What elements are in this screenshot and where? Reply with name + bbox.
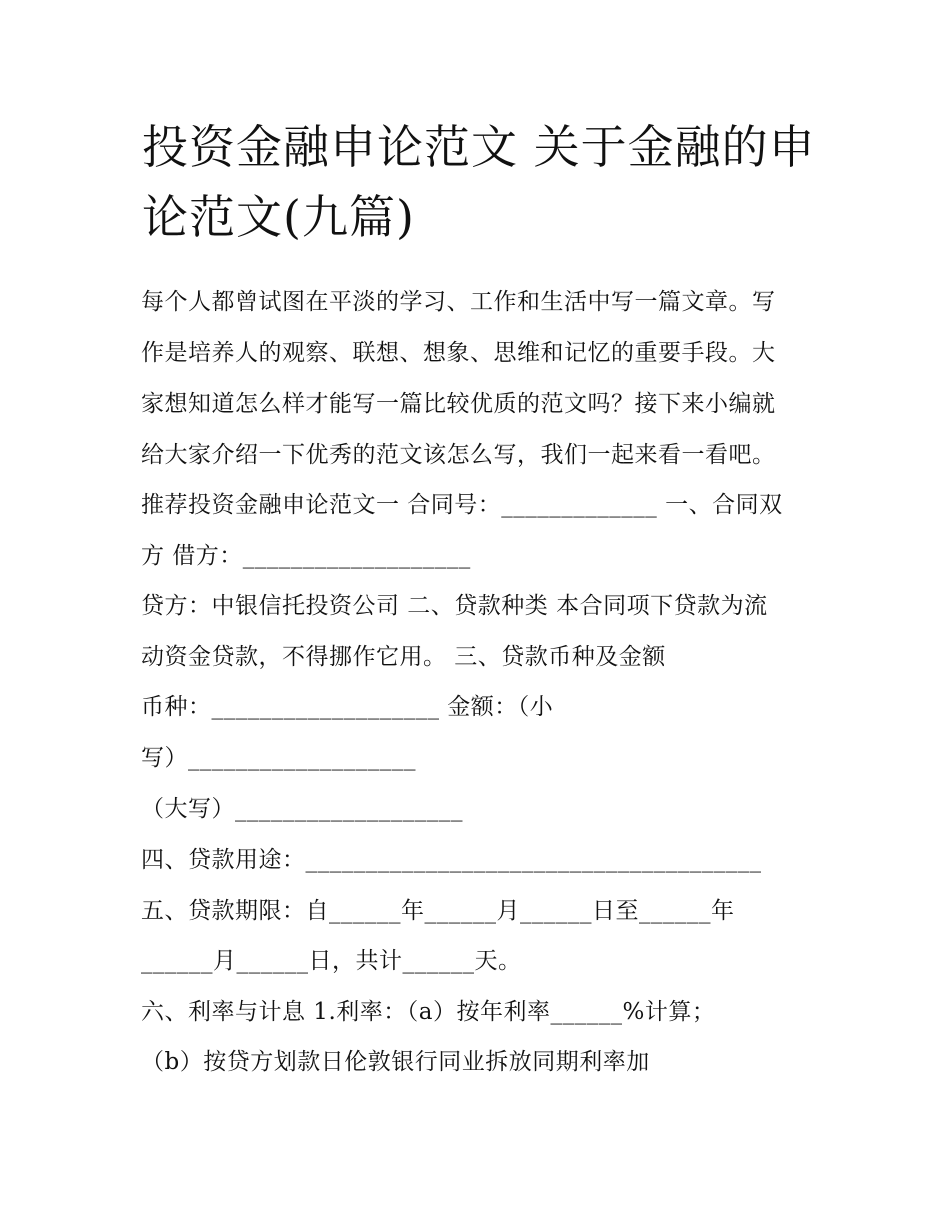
body-line-intro-1: 每个人都曾试图在平淡的学习、工作和生活中写一篇文章。写 [141, 289, 776, 315]
body-line-currency: 币种：___________________ 金额：（小 [141, 694, 554, 720]
body-line-loan-type: 动资金贷款，不得挪作它用。 三、贷款币种及金额 [141, 644, 666, 670]
body-line-interest-libor: （b）按贷方划款日伦敦银行同业拆放同期利率加 [141, 1049, 650, 1075]
body-line-intro-4: 给大家介绍一下优秀的范文该怎么写，我们一起来看一看吧。 [141, 442, 776, 468]
body-line-borrower: 方 借方：___________________ [141, 543, 471, 569]
body-line-amount-capital: （大写）___________________ [141, 796, 463, 822]
body-line-intro-3: 家想知道怎么样才能写一篇比较优质的范文吗？接下来小编就 [141, 391, 776, 417]
document-title: 投资金融申论范文 关于金融的申论范文(九篇) [142, 120, 816, 244]
body-line-loan-purpose: 四、贷款用途：______________________________________ [141, 847, 762, 873]
body-line-loan-term-1: 五、贷款期限：自______年______月______日至______年 [141, 898, 735, 924]
body-line-loan-term-2: ______月______日，共计______天。 [141, 948, 522, 974]
body-line-intro-2: 作是培养人的观察、联想、想象、思维和记忆的重要手段。大 [141, 340, 776, 366]
body-line-contract-number: 推荐投资金融申论范文一 合同号：_____________ 一、合同双 [141, 492, 783, 518]
body-line-amount-small: 写）___________________ [141, 745, 416, 771]
body-line-lender: 贷方：中银信托投资公司 二、贷款种类 本合同项下贷款为流 [141, 593, 768, 619]
body-line-interest-rate: 六、利率与计息 1.利率：（a）按年利率______%计算； [141, 999, 716, 1025]
